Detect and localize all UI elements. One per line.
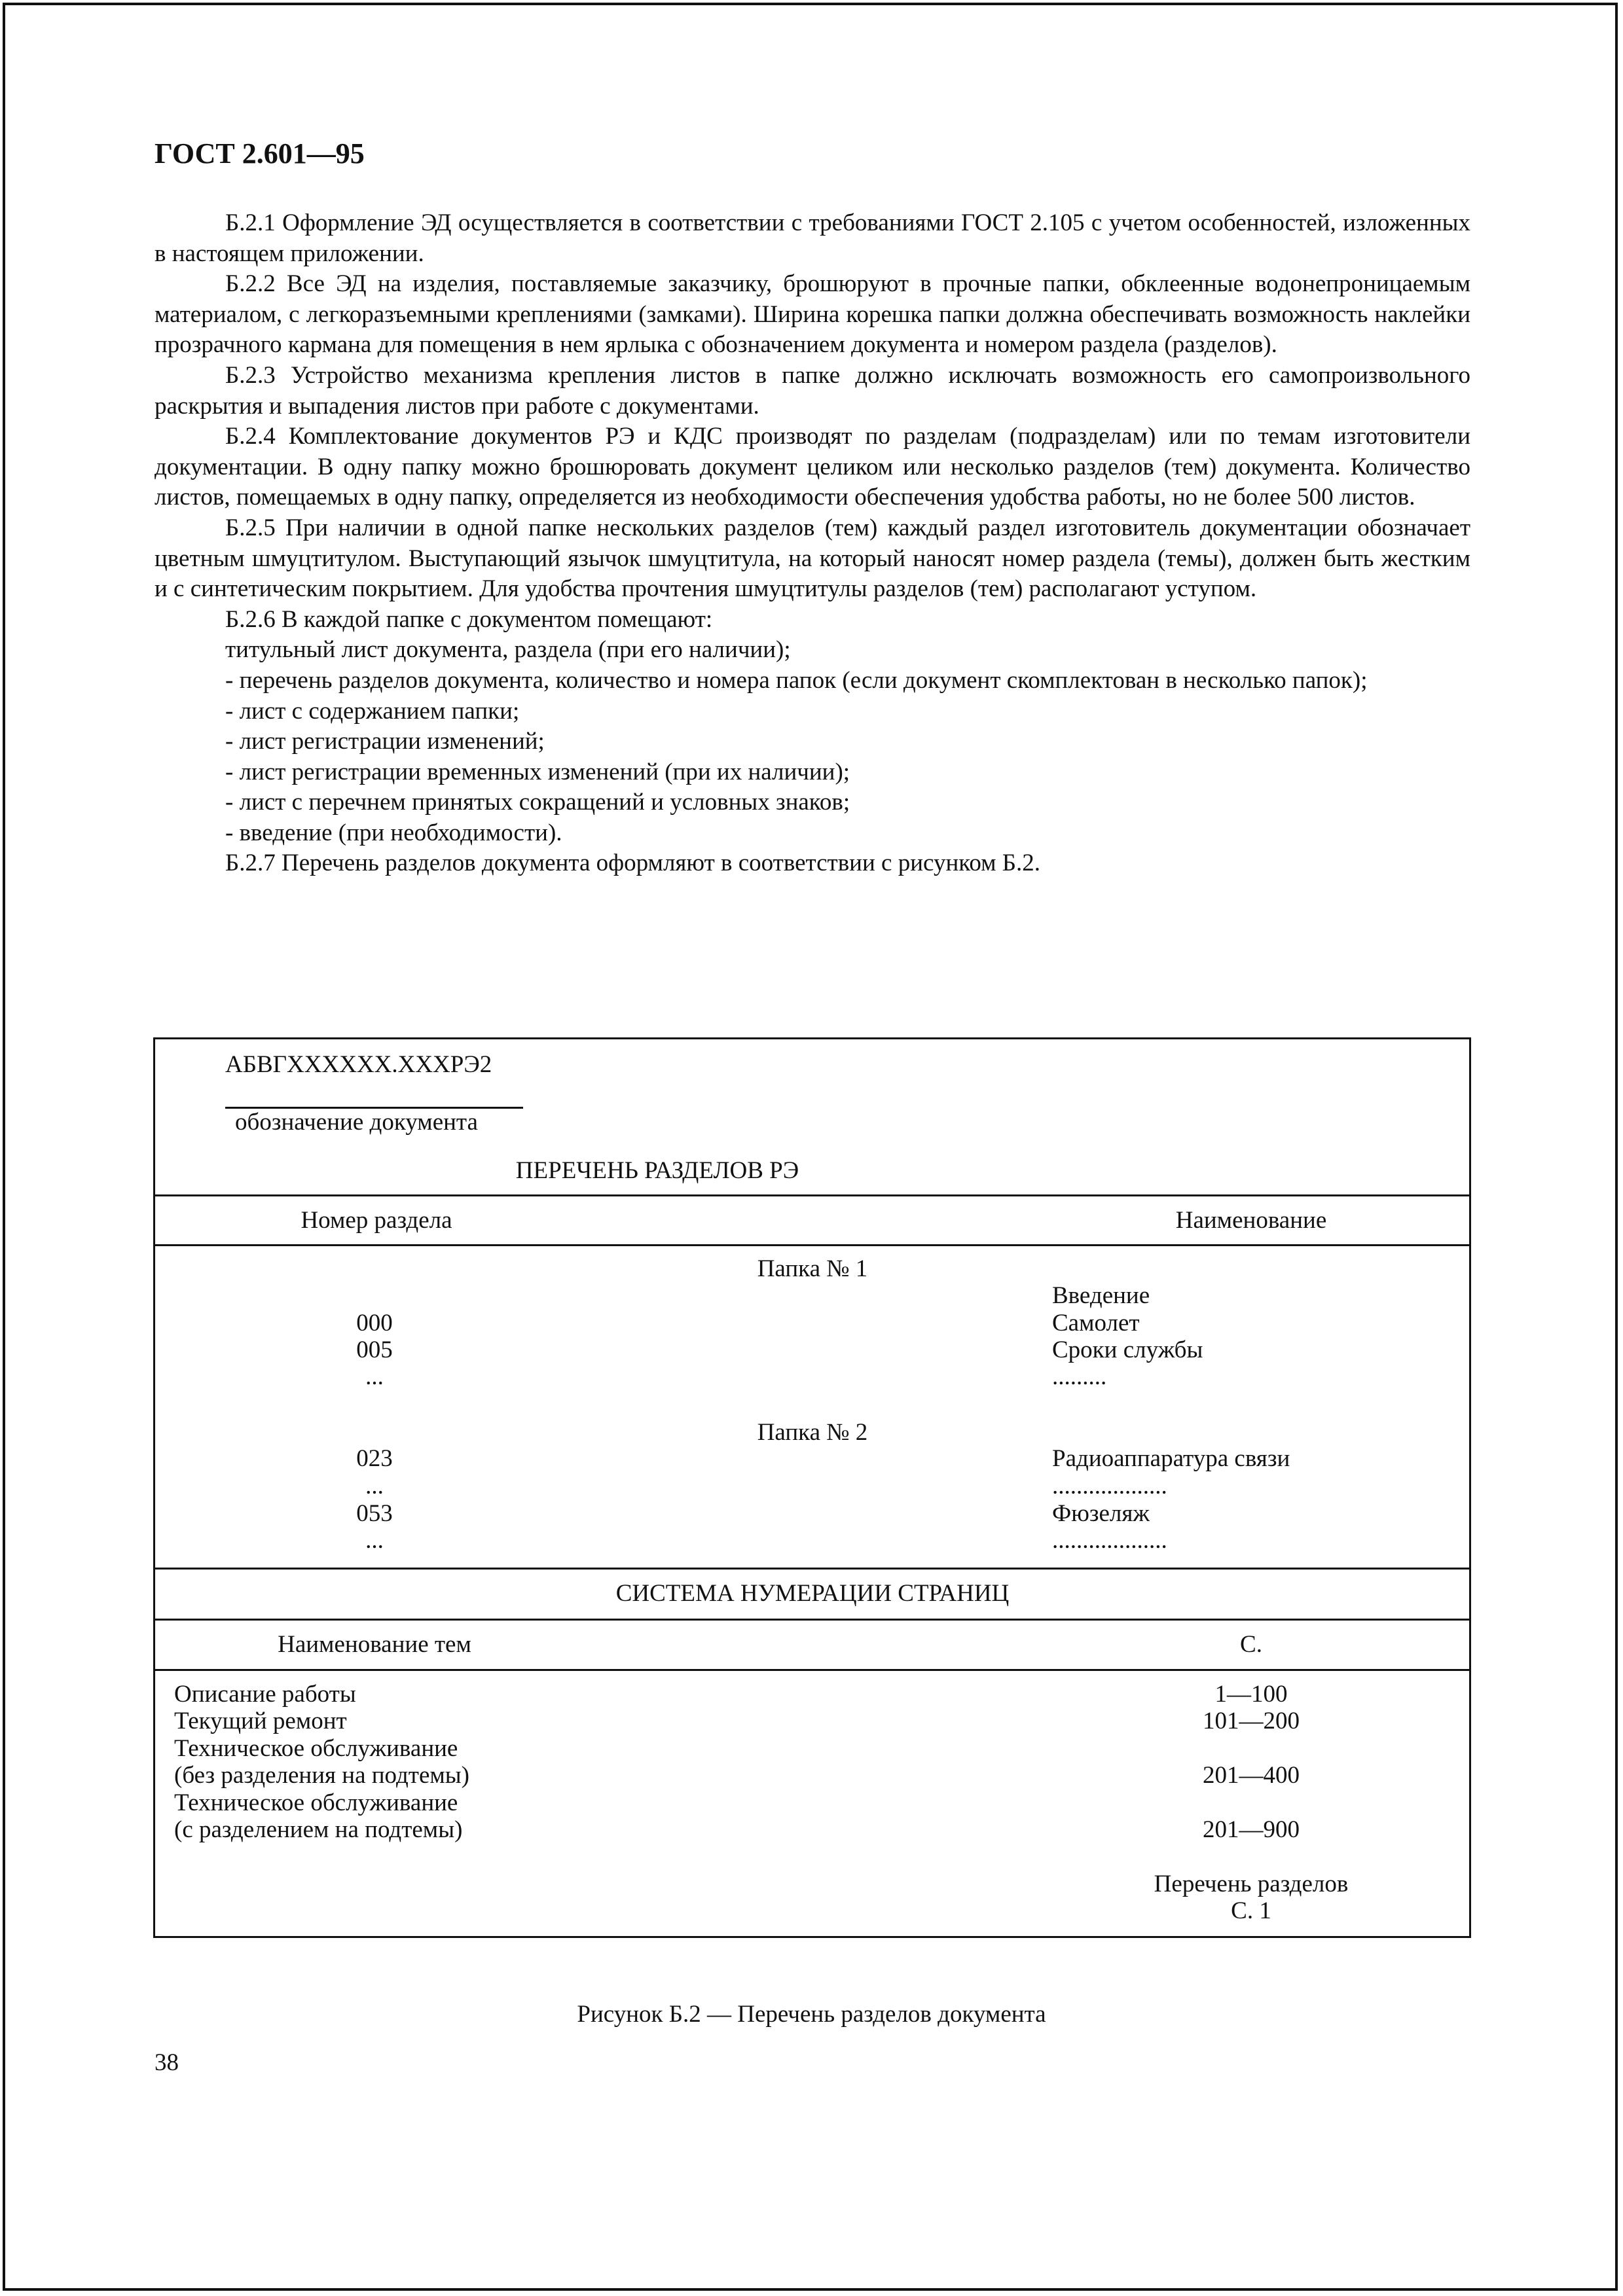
- divider: [155, 1669, 1469, 1671]
- figure-footer-label: Перечень разделов: [1154, 1871, 1349, 1897]
- figure-footer-page: С. 1: [1231, 1897, 1271, 1924]
- topic-pages: 201—900: [1203, 1816, 1300, 1843]
- folder-1-name: Сроки службы: [1052, 1336, 1203, 1363]
- paragraph-b25: Б.2.5 При наличии в одной папке нескольких разделов (тем) каждый раздел изготовитель документации обозначает цветным шмуцтитулом. Выступающий язычок шмуцтитула, на который наносят номер раздела (темы), должен быть жестким и с синтетическим покрытием. Для удобства прочтения шмуцтитулы разделов (тем) располагают уступом.: [155, 514, 1470, 603]
- paragraph-b27: Б.2.7 Перечень разделов документа оформляют в соответствии с рисунком Б.2.: [225, 850, 1041, 877]
- paragraph-b23: Б.2.3 Устройство механизма крепления листов в папке должно исключать возможность его самопроизвольного раскрытия и выпадения листов при работе с документами.: [155, 361, 1470, 420]
- folder-1-name: Введение: [1052, 1282, 1150, 1309]
- folder-1-label: Папка № 1: [757, 1255, 868, 1282]
- doc-code: АБВГXXXXXX.XXXPЭ2: [225, 1051, 492, 1078]
- divider: [155, 1244, 1469, 1246]
- folder-1-name: .........: [1052, 1363, 1107, 1390]
- figure-caption: Рисунок Б.2 — Перечень разделов документа: [577, 2001, 1046, 2028]
- topic-pages: 101—200: [1203, 1708, 1300, 1734]
- folder-2-name: Фюзеляж: [1052, 1500, 1150, 1527]
- list-item: - лист с перечнем принятых сокращений и условных знаков;: [225, 789, 850, 816]
- paragraph-b22: Б.2.2 Все ЭД на изделия, поставляемые заказчику, брошюруют в прочные папки, обклеенные водонепроницаемым материалом, с легкоразъемными креплениями (замками). Ширина корешка папки должна обеспечивать возможность наклейки прозрачного кармана для помещения в нем ярлыка с обозначением документа и номером раздела (разделов).: [155, 270, 1470, 359]
- list-item: - лист с содержанием папки;: [225, 697, 520, 725]
- list-item: - лист регистрации временных изменений (при их наличии);: [225, 758, 850, 785]
- folder-2-num: ...: [365, 1473, 384, 1499]
- folder-1-num: 000: [356, 1310, 393, 1336]
- list-item: - перечень разделов документа, количество и номера папок (если документ скомплектован в несколько папок);: [225, 666, 1368, 694]
- folder-2-label: Папка № 2: [757, 1419, 868, 1446]
- topic-pages: 1—100: [1214, 1681, 1288, 1708]
- numbering-title: СИСТЕМА НУМЕРАЦИИ СТРАНИЦ: [615, 1580, 1010, 1607]
- folder-1-name: Самолет: [1052, 1310, 1140, 1336]
- col-pages: С.: [1240, 1631, 1262, 1658]
- paragraph-b26: Б.2.6 В каждой папке с документом помещают:: [225, 605, 713, 633]
- folder-2-num: ...: [365, 1527, 384, 1554]
- folder-1-num: 005: [356, 1336, 393, 1363]
- topic-name: Техническое обслуживание: [174, 1789, 458, 1816]
- topic-name: Техническое обслуживание: [174, 1735, 458, 1762]
- paragraph-b24: Б.2.4 Комплектование документов РЭ и КДС производят по разделам (подразделам) или по темам изготовители документации. В одну папку можно брошюровать документ целиком или несколько разделов (тем) документа. Количество листов, помещаемых в одну папку, определяется из необходимости обеспечения удобства работы, но не более 500 листов.: [155, 423, 1470, 511]
- list-item: титульный лист документа, раздела (при его наличии);: [225, 636, 791, 664]
- topic-name: (с разделением на подтемы): [174, 1816, 463, 1843]
- topic-name: Описание работы: [174, 1681, 356, 1708]
- folder-1-num: ...: [365, 1363, 384, 1390]
- topic-name: Текущий ремонт: [174, 1708, 347, 1734]
- body-text: [155, 208, 1470, 879]
- page-number: 38: [155, 2049, 179, 2076]
- divider: [155, 1568, 1469, 1570]
- divider: [155, 1619, 1469, 1621]
- folder-2-name: ...................: [1052, 1473, 1167, 1499]
- folder-2-num: 053: [356, 1500, 393, 1527]
- list-item: - лист регистрации изменений;: [225, 728, 545, 755]
- folder-2-num: 023: [356, 1445, 393, 1472]
- doc-code-caption: обозначение документа: [235, 1109, 478, 1136]
- divider: [155, 1194, 1469, 1196]
- sections-title: ПЕРЕЧЕНЬ РАЗДЕЛОВ РЭ: [515, 1157, 799, 1184]
- col-topic: Наименование тем: [278, 1631, 471, 1658]
- col-section-number: Номер раздела: [301, 1207, 452, 1234]
- col-name: Наименование: [1175, 1207, 1327, 1234]
- figure-sections-list: [153, 1037, 1471, 1938]
- topic-name: (без разделения на подтемы): [174, 1762, 469, 1789]
- folder-2-name: Радиоаппаратура связи: [1052, 1445, 1290, 1472]
- paragraph-b21: Б.2.1 Оформление ЭД осуществляется в соответствии с требованиями ГОСТ 2.105 с учетом особенностей, изложенных в настоящем приложении.: [155, 209, 1470, 267]
- topic-pages: 201—400: [1203, 1762, 1300, 1789]
- document-header: ГОСТ 2.601—95: [155, 137, 365, 170]
- list-item: - введение (при необходимости).: [225, 819, 562, 846]
- folder-2-name: ...................: [1052, 1527, 1167, 1554]
